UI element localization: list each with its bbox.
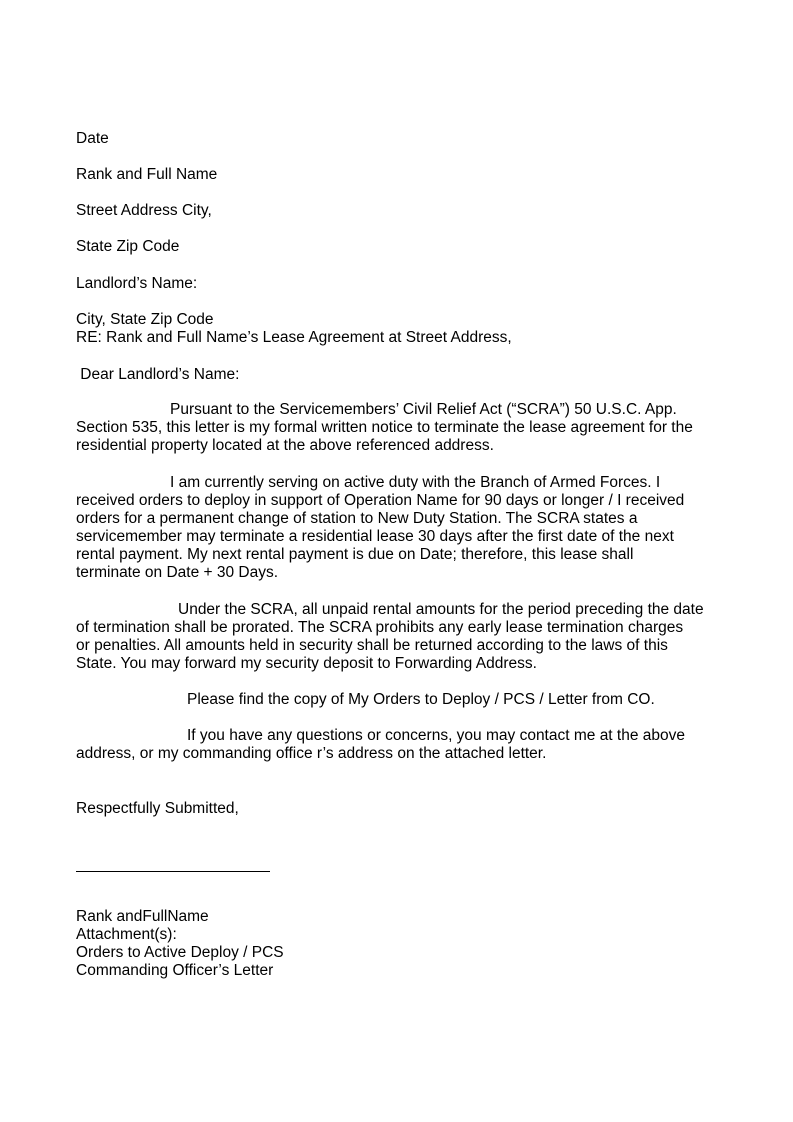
para3-line4: State. You may forward my security deposit to Forwarding Address.: [76, 655, 537, 672]
signature-name: Rank andFullName: [76, 908, 209, 925]
para1-line3: residential property located at the above referenced address.: [76, 437, 494, 454]
re-line: RE: Rank and Full Name’s Lease Agreement at Street Address,: [76, 329, 512, 346]
para1-line2: Section 535, this letter is my formal written notice to terminate the lease agreement for the: [76, 419, 693, 436]
orders-line: Please find the copy of My Orders to Deploy / PCS / Letter from CO.: [187, 691, 655, 708]
para2-line1: I am currently serving on active duty with the Branch of Armed Forces. I: [170, 474, 661, 491]
attachment-2: Commanding Officer’s Letter: [76, 962, 274, 979]
sender-state-zip: State Zip Code: [76, 238, 180, 255]
para2-line6: terminate on Date + 30 Days.: [76, 564, 279, 581]
attachments-label: Attachment(s):: [76, 926, 177, 943]
attachment-1: Orders to Active Deploy / PCS: [76, 944, 284, 961]
questions-line1: If you have any questions or concerns, you may contact me at the above: [187, 727, 686, 744]
questions-line2: address, or my commanding office r’s address on the attached letter.: [76, 745, 547, 762]
sender-name: Rank and Full Name: [76, 166, 218, 183]
para3-line2: of termination shall be prorated. The SCRA prohibits any early lease termination charges: [76, 619, 684, 636]
closing: Respectfully Submitted,: [76, 800, 239, 817]
para3-line3: or penalties. All amounts held in security shall be returned according to the laws of this: [76, 637, 668, 654]
salutation: Dear Landlord’s Name:: [76, 366, 240, 383]
para2-line3: orders for a permanent change of station to New Duty Station. The SCRA states a: [76, 510, 638, 527]
para1-line1: Pursuant to the Servicemembers’ Civil Relief Act (“SCRA”) 50 U.S.C. App.: [170, 401, 677, 418]
para2-line4: servicemember may terminate a residential lease 30 days after the first date of the next: [76, 528, 674, 545]
para2-line2: received orders to deploy in support of Operation Name for 90 days or longer / I received: [76, 492, 685, 509]
date-line: Date: [76, 130, 109, 147]
landlord-name: Landlord’s Name:: [76, 275, 198, 292]
sender-street: Street Address City,: [76, 202, 212, 219]
para2-line5: rental payment. My next rental payment is due on Date; therefore, this lease shall: [76, 546, 634, 563]
para3-line1: Under the SCRA, all unpaid rental amounts for the period preceding the date: [178, 601, 704, 618]
landlord-city-state-zip: City, State Zip Code: [76, 311, 214, 328]
signature-line: [76, 871, 270, 872]
